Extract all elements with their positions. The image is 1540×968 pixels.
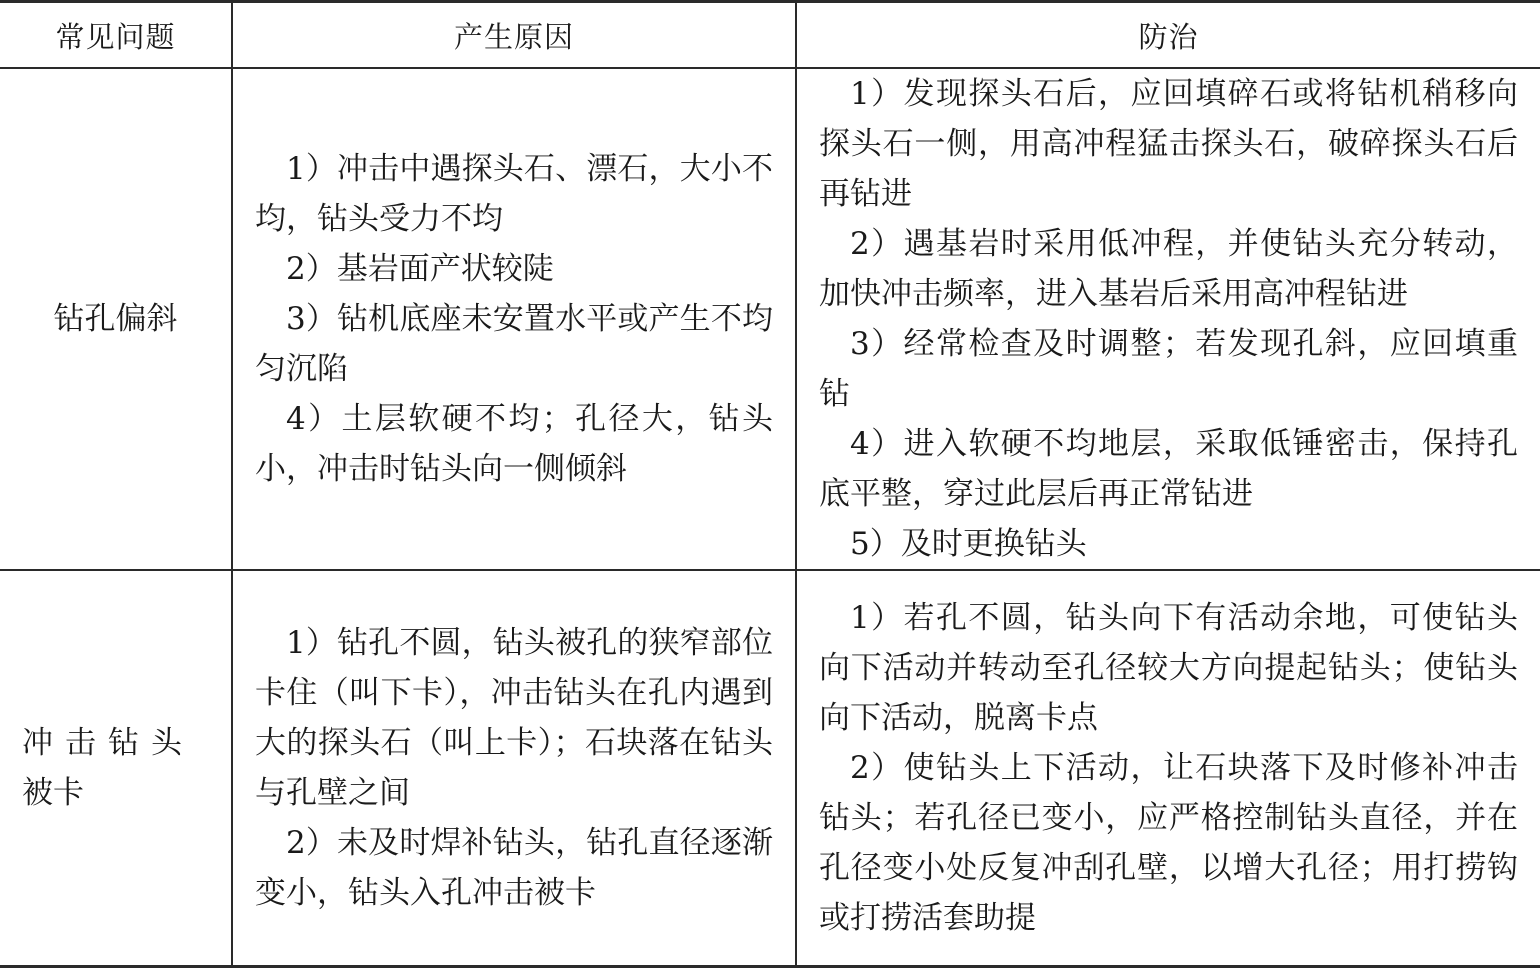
cause-cell bbox=[232, 570, 796, 967]
problem-name: 钻孔偏斜 bbox=[53, 301, 178, 337]
cause-item: 3）钻机底座未安置水平或产生不均匀沉陷 bbox=[255, 301, 773, 387]
prevention-item: 4）进入软硬不均地层，采取低锤密击，保持孔底平整，穿过此层后再正常钻进 bbox=[819, 426, 1518, 512]
problem-cell bbox=[0, 570, 232, 967]
cause-item: 2）基岩面产状较陡 bbox=[286, 251, 554, 287]
prevention-cell bbox=[796, 68, 1540, 570]
cause-item: 1）钻孔不圆，钻头被孔的狭窄部位卡住（叫下卡），冲击钻头在孔内遇到大的探头石（叫上卡）；石块落在钻头与孔壁之间 bbox=[255, 625, 773, 811]
prevention-item: 3）经常检查及时调整；若发现孔斜，应回填重钻 bbox=[819, 326, 1518, 412]
table-row bbox=[0, 68, 1540, 570]
prevention-item: 5）及时更换钻头 bbox=[850, 526, 1087, 562]
prevention-item: 1）发现探头石后，应回填碎石或将钻机稍移向探头石一侧，用高冲程猛击探头石，破碎探头石后再钻进 bbox=[819, 76, 1518, 212]
prevention-item: 2）使钻头上下活动，让石块落下及时修补冲击钻头；若孔径已变小，应严格控制钻头直径，并在孔径变小处反复冲刮孔壁，以增大孔径；用打捞钩或打捞活套助提 bbox=[819, 750, 1518, 936]
header-cause: 产生原因 bbox=[232, 2, 796, 69]
table-row bbox=[0, 570, 1540, 967]
problem-name-line1: 冲击钻头 bbox=[22, 725, 194, 761]
header-problem: 常见问题 bbox=[0, 2, 232, 69]
cause-item: 1）冲击中遇探头石、漂石，大小不均，钻头受力不均 bbox=[255, 151, 773, 237]
cause-cell bbox=[232, 68, 796, 570]
problem-name-line2: 被卡 bbox=[22, 775, 84, 811]
header-row bbox=[0, 2, 1540, 69]
header-prevention: 防治 bbox=[796, 2, 1540, 69]
cause-item: 4）土层软硬不均；孔径大，钻头小，冲击时钻头向一侧倾斜 bbox=[255, 401, 773, 487]
prevention-item: 2）遇基岩时采用低冲程，并使钻头充分转动，加快冲击频率，进入基岩后采用高冲程钻进 bbox=[819, 226, 1518, 312]
prevention-cell bbox=[796, 570, 1540, 967]
cause-item: 2）未及时焊补钻头，钻孔直径逐渐变小，钻头入孔冲击被卡 bbox=[255, 825, 773, 911]
problem-cell bbox=[0, 68, 232, 570]
prevention-item: 1）若孔不圆，钻头向下有活动余地，可使钻头向下活动并转动至孔径较大方向提起钻头；使钻头向下活动，脱离卡点 bbox=[819, 600, 1518, 736]
